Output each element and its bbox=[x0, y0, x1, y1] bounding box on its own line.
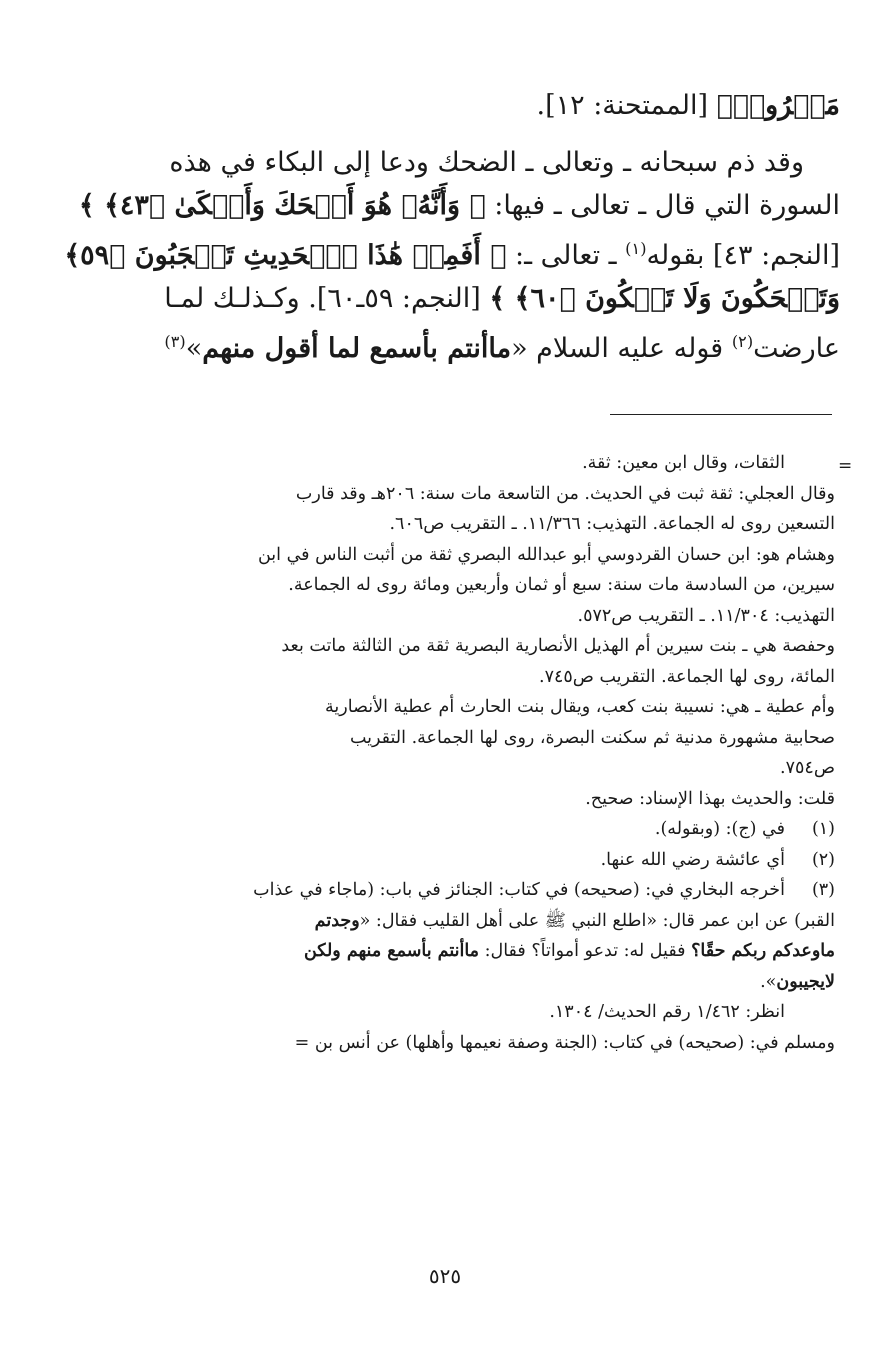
footnote-ref: (٣) bbox=[164, 332, 186, 351]
footnote-text bbox=[601, 845, 785, 876]
text-segment: عارضت bbox=[753, 333, 840, 364]
text-segment: وقد ذم سبحانه ـ وتعالى ـ الضحك ودعا إلى البكاء في هذه bbox=[169, 147, 804, 178]
text-segment: سيرين، من السادسة مات سنة: سبع أو ثمان وأربعين ومائة روى له الجماعة. bbox=[288, 575, 835, 595]
footnote-number: (٣) bbox=[811, 880, 835, 900]
text-segment: وهشام هو: ابن حسان القردوسي أبو عبدالله البصري ثقة من أثبت الناس في ابن bbox=[257, 544, 835, 565]
text-segment: قلت: والحديث بهذا الإسناد: صحيح. bbox=[585, 788, 835, 809]
bold-text: وَتَضۡحَكُونَ وَلَا تَبۡكُونَ ﴿٦٠﴾ ﴾ bbox=[489, 283, 840, 314]
footnote-line bbox=[150, 601, 835, 632]
footnote-line bbox=[150, 479, 835, 510]
text-segment: المائة، روى لها الجماعة. التقريب ص٧٤٥. bbox=[539, 666, 835, 687]
text-segment: في (ج): (وبقوله). bbox=[654, 819, 785, 839]
footnote-entry bbox=[150, 845, 835, 876]
footnote-line bbox=[150, 1028, 835, 1059]
bold-text: وجدتم bbox=[314, 910, 360, 931]
body-line bbox=[150, 277, 840, 320]
text-segment: التهذيب: ١١/٣٠٤. ـ التقريب ص٥٧٢. bbox=[577, 605, 835, 626]
bold-text: لايجيبون bbox=[776, 971, 835, 992]
body-line bbox=[78, 184, 840, 227]
footnote-line bbox=[150, 967, 835, 998]
text-segment: وأم عطية ـ هي: نسيبة بنت كعب، ويقال بنت الحارث أم عطية الأنصارية bbox=[325, 697, 835, 717]
footnote-line bbox=[150, 448, 835, 479]
text-segment: وقال العجلي: ثقة ثبت في الحديث. من التاسعة مات سنة: ٢٠٦هـ وقد قارب bbox=[295, 483, 835, 504]
body-line bbox=[150, 84, 840, 127]
body-line bbox=[64, 227, 840, 277]
text-segment: فقيل له: تدعو أمواتاً؟ فقال: bbox=[479, 941, 692, 961]
footnote-number: (١) bbox=[811, 819, 835, 839]
footnote-line bbox=[150, 570, 835, 601]
bold-text: ﴿ أَفَمِنۡ هَٰذَا ٱلۡحَدِيثِ تَعۡجَبُونَ ﴿٥٩﴾ bbox=[64, 240, 507, 271]
text-segment: » bbox=[185, 333, 203, 364]
text-segment: قوله عليه السلام « bbox=[511, 333, 732, 364]
bold-text: ماوعدكم ربكم حقًا؟ bbox=[691, 941, 835, 961]
footnote-ref: (١) bbox=[625, 239, 647, 258]
body-line bbox=[150, 141, 840, 184]
footnote-line bbox=[150, 662, 835, 693]
footnote-line bbox=[150, 509, 835, 540]
text-segment: انظر: ١/٤٦٢ رقم الحديث/ ١٣٠٤. bbox=[549, 1002, 785, 1022]
text-segment: [الممتحنة: ١٢]. bbox=[536, 90, 717, 121]
text-segment: ـ تعالى ـ: bbox=[506, 240, 626, 271]
text-segment: أي عائشة رضي الله عنها. bbox=[600, 849, 785, 870]
text-segment: ». bbox=[760, 971, 777, 992]
footnote-entry bbox=[150, 875, 835, 906]
footnote-number: (٢) bbox=[811, 849, 835, 870]
text-segment: [النجم: ٤٣] بقوله bbox=[646, 240, 840, 271]
bold-text: ﴿ وَأَنَّهُۥ هُوَ أَضۡحَكَ وَأَبۡكَىٰ ﴿٤٣﴾ ﴾ bbox=[78, 190, 486, 221]
footnote-line bbox=[150, 936, 835, 967]
bold-text: ماأنتم بأسمع لما أقول منهم bbox=[202, 333, 512, 364]
text-segment: وحفصة هي ـ بنت سيرين أم الهذيل الأنصارية البصرية ثقة من الثالثة ماتت بعد bbox=[281, 636, 835, 656]
text-segment: ومسلم في: (صحيحه) في كتاب: (الجنة وصفة نعيمها وأهلها) عن أنس بن = bbox=[294, 1032, 835, 1053]
text-segment: السورة التي قال ـ تعالى ـ فيها: bbox=[485, 190, 840, 221]
footnote-entry bbox=[150, 814, 835, 845]
text-segment: أخرجه البخاري في: (صحيحه) في كتاب: الجنائز في باب: (ماجاء في عذاب bbox=[253, 880, 785, 900]
footnote-line bbox=[150, 997, 835, 1028]
footnote-separator bbox=[610, 414, 832, 415]
text-segment: القبر) عن ابن عمر قال: «اطلع النبي ﷺ على أهل القليب فقال: « bbox=[359, 910, 835, 931]
footnote-line bbox=[150, 784, 835, 815]
body-line bbox=[150, 320, 840, 370]
text-segment: التسعين روى له الجماعة. التهذيب: ١١/٣٦٦. ـ التقريب ص٦٠٦. bbox=[389, 514, 835, 534]
text-segment: ص٧٥٤. bbox=[780, 758, 835, 778]
bold-text: ماأنتم بأسمع منهم ولكن bbox=[303, 941, 480, 961]
footnote-text bbox=[253, 875, 785, 906]
footnote-text bbox=[655, 814, 785, 845]
continuation-mark: = bbox=[838, 456, 853, 476]
footnote-line bbox=[150, 540, 835, 571]
bold-text: مَعۡرُوفٖ﴾ bbox=[716, 90, 840, 121]
footnote-ref: (٢) bbox=[731, 332, 754, 351]
page-number: ٥٢٥ bbox=[428, 1264, 462, 1288]
footnote-line bbox=[150, 631, 835, 662]
footnote-line bbox=[150, 906, 835, 937]
footnote-line bbox=[150, 723, 835, 754]
text-segment: صحابية مشهورة مدنية ثم سكنت البصرة، روى لها الجماعة. التقريب bbox=[349, 727, 835, 748]
footnote-line bbox=[150, 753, 835, 784]
footnote-line bbox=[150, 692, 835, 723]
footnotes bbox=[150, 448, 835, 1058]
main-text bbox=[64, 84, 840, 370]
text-segment: [النجم: ٥٩ـ٦٠]. وكـذلـك لمـا bbox=[164, 283, 490, 314]
text-segment: الثقات، وقال ابن معين: ثقة. bbox=[582, 453, 785, 473]
